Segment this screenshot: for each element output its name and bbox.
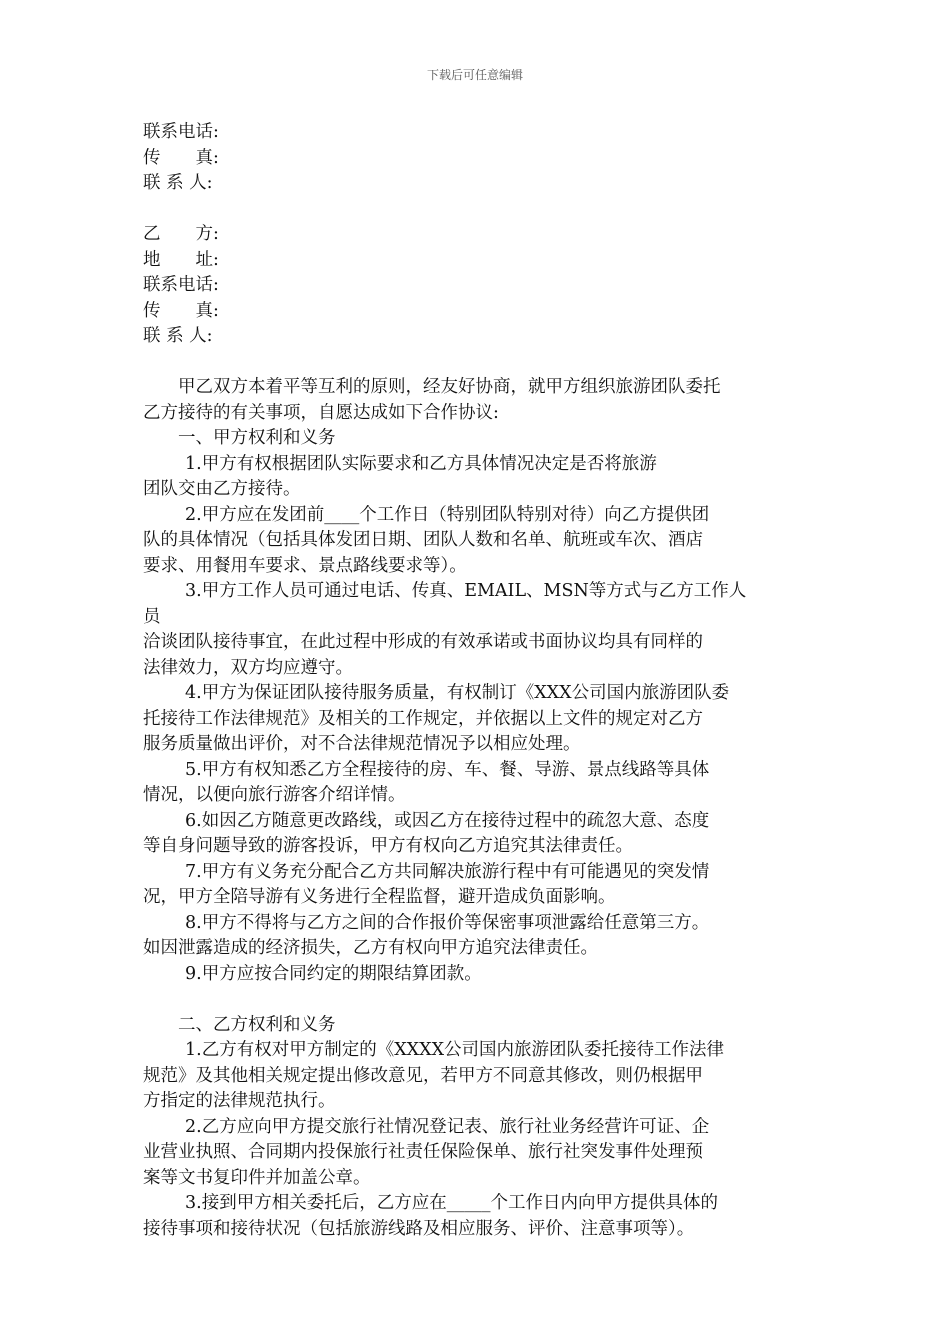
s1-item-7-line: 况，甲方全陪导游有义务进行全程监督，避开造成负面影响。 [143,887,616,907]
s1-item-9-line: 9.甲方应按合同约定的期限结算团款。 [185,963,482,984]
s1-item-5-line: 5.甲方有权知悉乙方全程接待的房、车、餐、导游、景点线路等具体 [185,759,710,780]
party-a-fax-label: 传 真: [143,147,219,168]
s1-item-4-line: 4.甲方为保证团队接待服务质量，有权制订《XXX公司国内旅游团队委 [185,683,730,703]
s2-item-2-line: 2.乙方应向甲方提交旅行社情况登记表、旅行社业务经营许可证、企 [185,1116,710,1137]
party-b-address-label: 地 址: [143,249,219,270]
document-body [143,120,808,1242]
s2-item-2-line: 案等文书复印件并加盖公章。 [143,1167,371,1188]
s1-item-6-line: 等自身问题导致的游客投诉，甲方有权向乙方追究其法律责任。 [143,836,633,856]
party-b-label: 乙 方: [143,224,219,244]
s2-item-1-line: 方指定的法律规范执行。 [143,1091,336,1111]
intro-line: 甲乙双方本着平等互利的原则，经友好协商，就甲方组织旅游团队委托 [178,377,721,397]
s2-item-3-line: 3.接到甲方相关委托后，乙方应在_____个工作日内向甲方提供具体的 [185,1193,718,1213]
s1-item-3-line: 3.甲方工作人员可通过电话、传真、EMAIL、MSN等方式与乙方工作人 [185,581,747,601]
intro-line: 乙方接待的有关事项，自愿达成如下合作协议: [143,402,499,423]
s2-item-2-line: 业营业执照、合同期内投保旅行社责任保险保单、旅行社突发事件处理预 [143,1142,703,1162]
s2-item-1-line: 规范》及其他相关规定提出修改意见，若甲方不同意其修改，则仍根据甲 [143,1065,703,1086]
section-2-title: 二、乙方权利和义务 [178,1014,336,1035]
page-header-note: 下载后可任意编辑 [426,68,523,82]
s1-item-3-line: 法律效力，双方均应遵守。 [143,657,353,678]
party-b-fax-label: 传 真: [143,300,219,321]
s1-item-8-line: 如因泄露造成的经济损失，乙方有权向甲方追究法律责任。 [143,938,598,958]
party-a-phone-label: 联系电话: [143,122,219,142]
s1-item-2-line: 队的具体情况（包括具体发团日期、团队人数和名单、航班或车次、酒店 [143,530,703,550]
section-1-title: 一、甲方权利和义务 [178,428,336,448]
s1-item-1-line: 1.甲方有权根据团队实际要求和乙方具体情况决定是否将旅游 [185,453,657,474]
s1-item-2-line: 要求、用餐用车要求、景点路线要求等）。 [143,555,467,576]
s1-item-7-line: 7.甲方有义务充分配合乙方共同解决旅游行程中有可能遇见的突发情 [185,861,710,882]
s1-item-6-line: 6.如因乙方随意更改路线，或因乙方在接待过程中的疏忽大意、态度 [185,810,710,831]
party-a-contact-label: 联 系 人: [143,173,213,193]
party-b-phone-label: 联系电话: [143,275,219,295]
s1-item-1-line: 团队交由乙方接待。 [143,479,301,499]
s1-item-8-line: 8.甲方不得将与乙方之间的合作报价等保密事项泄露给任意第三方。 [185,912,710,933]
s1-item-2-line: 2.甲方应在发团前____个工作日（特别团队特别对待）向乙方提供团 [185,504,710,525]
party-b-contact-label: 联 系 人: [143,326,213,346]
s2-item-3-line: 接待事项和接待状况（包括旅游线路及相应服务、评价、注意事项等）。 [143,1218,695,1239]
s1-item-4-line: 服务质量做出评价，对不合法律规范情况予以相应处理。 [143,734,581,754]
s1-item-4-line: 托接待工作法律规范》及相关的工作规定，并依据以上文件的规定对乙方 [143,708,703,729]
s1-item-3-line: 洽谈团队接待事宜，在此过程中形成的有效承诺或书面协议均具有同样的 [143,632,703,652]
s2-item-1-line: 1.乙方有权对甲方制定的《XXXX公司国内旅游团队委托接待工作法律 [185,1040,725,1060]
s1-item-5-line: 情况，以便向旅行游客介绍详情。 [143,785,406,805]
s1-item-3-line: 员 [143,606,161,627]
